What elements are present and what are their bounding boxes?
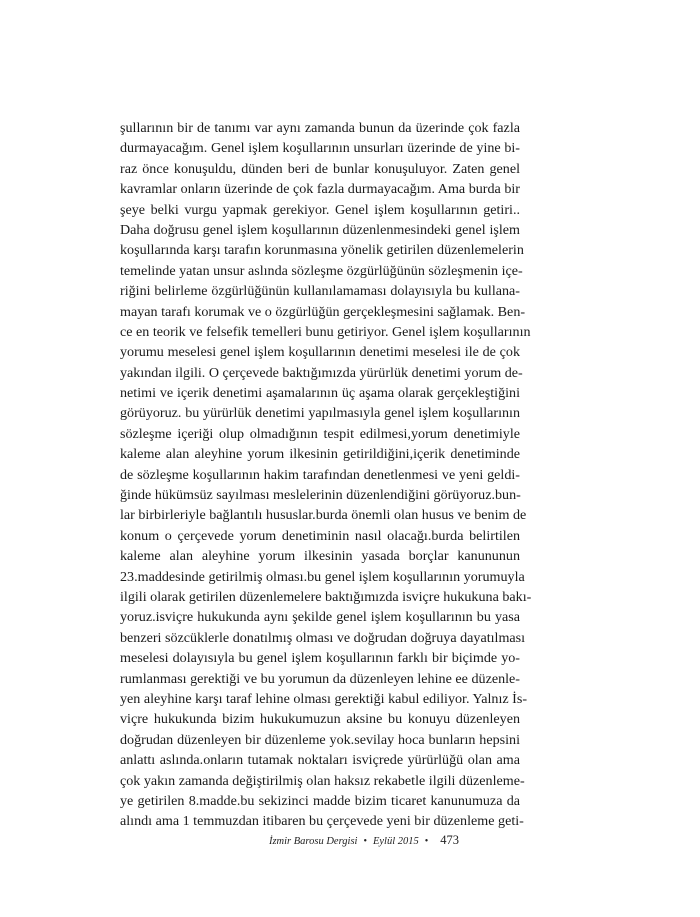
text-line: kavramlar onların üzerinde de çok fazla durmayacağım. Ama burda bir	[120, 181, 520, 198]
text-line: yakından ilgili. O çerçevede baktığımızda yürürlük denetimi yorum de-	[120, 364, 523, 381]
text-line: rumlanması gerektiği ve bu yorumun da düzenleyen lehine ee düzenle-	[120, 670, 520, 687]
text-line: yoruz.isviçre hukukunda aynı şekilde genel işlem koşullarının bu yasa	[120, 609, 520, 626]
text-line: Daha doğrusu genel işlem koşullarının düzenlenmesindeki genel işlem	[120, 221, 520, 238]
text-line: benzeri sözcüklerle donatılmış olması ve doğrudan doğruya dayatılması	[120, 629, 526, 646]
text-line: riğini belirleme özgürlüğünün kullanılamaması dolayısıyla bu kullana-	[120, 283, 520, 300]
text-line: 23.maddesinde getirilmiş olması.bu genel işlem koşullarının yorumuyla	[120, 568, 525, 585]
footer-separator: •	[363, 836, 367, 847]
text-line: netimi ve içerik denetimi aşamalarının üç aşama olarak gerçekleştiğini	[120, 385, 520, 402]
page-number: 473	[440, 833, 460, 847]
text-line: yorumu meselesi genel işlem koşullarının denetimi meselesi ile de çok	[120, 344, 520, 361]
text-line: kaleme alan aleyhine yorum ilkesinin yasada borçlar kanununun	[120, 548, 520, 565]
text-line: doğrudan düzenleyen bir düzenleme yok.sevilay hoca bunların hepsini	[120, 731, 520, 748]
text-line: şullarının bir de tanımı var aynı zamanda bunun da üzerinde çok fazla	[120, 120, 520, 136]
text-line: ye getirilen 8.madde.bu sekizinci madde bizim ticaret kanunumuza da	[120, 792, 520, 809]
text-line: görüyoruz. bu yürürlük denetimi yapılmasıyla genel işlem koşullarının	[120, 405, 520, 422]
text-line: kaleme alan aleyhine yorum ilkesinin getirildiğini,içerik denetiminde	[120, 446, 520, 463]
page-footer	[0, 832, 700, 850]
text-line: lar birbirleriyle bağlantılı hususlar.burda önemli olan husus ve benim de	[120, 507, 527, 524]
text-line: ğinde hükümsüz sayılması meslelerinin düzenlendiğini görüyoruz.bun-	[120, 487, 521, 504]
text-line: konum o çerçevede yorum denetiminin nasıl olacağı.burda belirtilen	[120, 527, 520, 544]
text-line: çok yakın zamanda değiştirilmiş olan haksız rekabetle ilgili düzenleme-	[120, 772, 525, 789]
text-line: ce en teorik ve felsefik temelleri bunu getiriyor. Genel işlem koşullarının	[120, 323, 531, 340]
text-line: durmayacağım. Genel işlem koşullarının unsurları üzerinde de yine bi-	[120, 140, 520, 157]
text-line: temelinde yatan unsur aslında sözleşme özgürlüğünün sözleşmenin içe-	[120, 262, 523, 279]
text-line: anlattı aslında.onların tutamak noktaları isviçrede yürürlüğü olan ama	[120, 752, 520, 769]
text-line: alındı ama 1 temmuzdan itibaren bu çerçevede yeni bir düzenleme geti-	[120, 813, 524, 830]
footer-separator: •	[424, 836, 429, 847]
text-line: şeye belki vurgu yapmak gerekiyor. Genel işlem koşullarının getiri..	[120, 201, 520, 218]
text-line: koşullarında karşı tarafın korunmasına yönelik getirilen düzenlemelerin	[120, 242, 524, 259]
text-line: sözleşme içeriği olup olmadığının tespit edilmesi,yorum denetimiyle	[120, 425, 520, 442]
text-line: viçre hukukunda bizim hukukumuzun aksine bu konuyu düzenleyen	[120, 711, 520, 728]
text-line: ilgili olarak getirilen düzenlemelere baktığımızda isviçre hukukuna bakı-	[120, 588, 532, 605]
text-line: meselesi dolayısıyla bu genel işlem koşullarının farklı bir biçimde yo-	[120, 650, 520, 667]
body-text	[120, 118, 532, 832]
text-line: de sözleşme koşullarının hakim tarafından denetlenmesi ve yeni geldi-	[120, 466, 520, 483]
text-line: mayan tarafı korumak ve o özgürlüğün gerçekleşmesini sağlamak. Ben-	[120, 303, 526, 320]
text-line: raz önce konuşuldu, dünden beri de bunlar konuşuluyor. Zaten genel	[120, 160, 520, 177]
issue-date: Eylül 2015	[372, 836, 419, 847]
text-line: yen aleyhine karşı taraf lehine olması gerektiği kabul ediliyor. Yalnız İs-	[120, 690, 528, 707]
journal-name: İzmir Barosu Dergisi	[268, 836, 358, 847]
